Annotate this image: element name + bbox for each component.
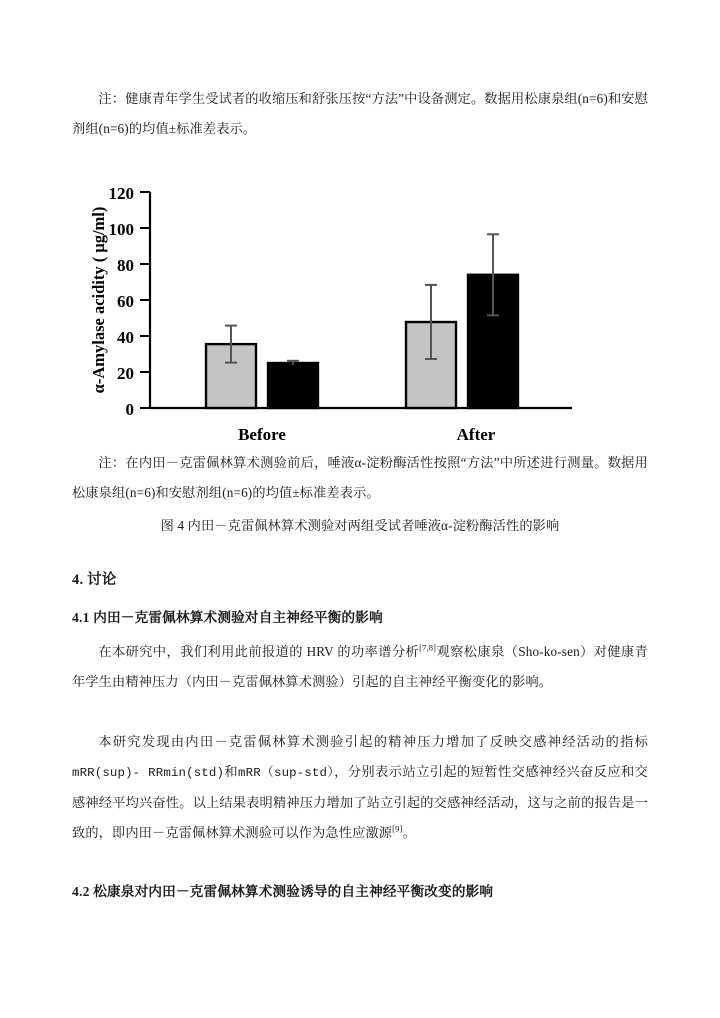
heading-4-2: 4.2 松康泉对内田－克雷佩林算术测验诱导的自主神经平衡改变的影响 [72, 884, 494, 899]
citation-ref-9: [9] [392, 823, 403, 834]
note-above-figure [72, 84, 648, 144]
citation-ref-7-8: [7,8] [419, 642, 437, 653]
x-tick-label-after: After [456, 425, 496, 444]
bar-chart [72, 172, 648, 450]
y-tick-label: 40 [117, 328, 134, 347]
section-4-1 [72, 603, 648, 633]
paragraph-2 [72, 727, 648, 848]
y-tick-label: 120 [108, 184, 134, 203]
bar-before-placebo [268, 363, 318, 408]
metric-mrr-sup-std: mRR（sup-std） [238, 766, 335, 780]
paragraph-2-conjunction: 和 [224, 764, 239, 779]
paragraph-2-part-a: 本研究发现由内田－克雷佩林算术测验引起的精神压力增加了反映交感神经活动的指标 [98, 734, 648, 749]
x-tick-label-before: Before [238, 425, 286, 444]
figure-note [72, 448, 648, 508]
heading-4-1: 4.1 内田－克雷佩林算术测验对自主神经平衡的影响 [72, 610, 383, 625]
section-4-2 [72, 877, 648, 907]
paragraph-1-part-b: 观察松康泉（Sho-ko-sen）对健康青年学生由精神压力（内田－克雷佩林算术测验）引起的自主神经平衡变化的影响。 [72, 644, 648, 689]
y-tick-label: 60 [117, 292, 134, 311]
section-discussion [72, 565, 648, 595]
note-above-figure-text: 注：健康青年学生受试者的收缩压和舒张压按“方法”中设备测定。数据用松康泉组(n=6)和安慰剂组(n=6)的均值±标准差表示。 [72, 91, 648, 136]
paragraph-2-part-b: ，分别表示站立引起的短暂性交感神经兴奋反应和交感神经平均兴奋性。以上结果表明精神压力增加了站立引起的交感神经活动，这与之前的报告是一致的，即内田－克雷佩林算术测验可以作为急性应激源 [72, 764, 649, 840]
metric-mrr-sup-rrmin-std: mRR(sup)- RRmin(std) [72, 766, 225, 780]
bar-chart-svg [72, 172, 648, 450]
y-tick-label: 20 [117, 364, 134, 383]
paragraph-2-text [72, 727, 648, 848]
y-axis-title: α-Amylase acidity ( μg/ml) [89, 206, 108, 394]
paragraph-2-end: 。 [402, 825, 416, 840]
figure-title-text: 图 4 内田－克雷佩林算术测验对两组受试者唾液α-淀粉酶活性的影响 [160, 518, 560, 533]
paragraph-1 [72, 637, 648, 697]
y-tick-label: 100 [108, 220, 134, 239]
figure-4 [72, 172, 648, 450]
y-tick-label: 0 [125, 400, 134, 419]
heading-discussion: 4. 讨论 [72, 572, 117, 588]
paragraph-1-text [72, 637, 648, 697]
x-axis-tick-labels [238, 425, 496, 444]
figure-note-text: 注：在内田－克雷佩林算术测验前后，唾液α-淀粉酶活性按照“方法”中所述进行测量。数据用松康泉组(n=6)和安慰剂组(n=6)的均值±标准差表示。 [72, 455, 648, 500]
figure-title [72, 511, 648, 541]
paragraph-1-part-a: 在本研究中，我们利用此前报道的 HRV 的功率谱分析 [98, 644, 420, 659]
y-axis-tick-labels [109, 184, 135, 419]
y-axis-ticks [140, 192, 150, 408]
y-tick-label: 80 [117, 256, 134, 275]
